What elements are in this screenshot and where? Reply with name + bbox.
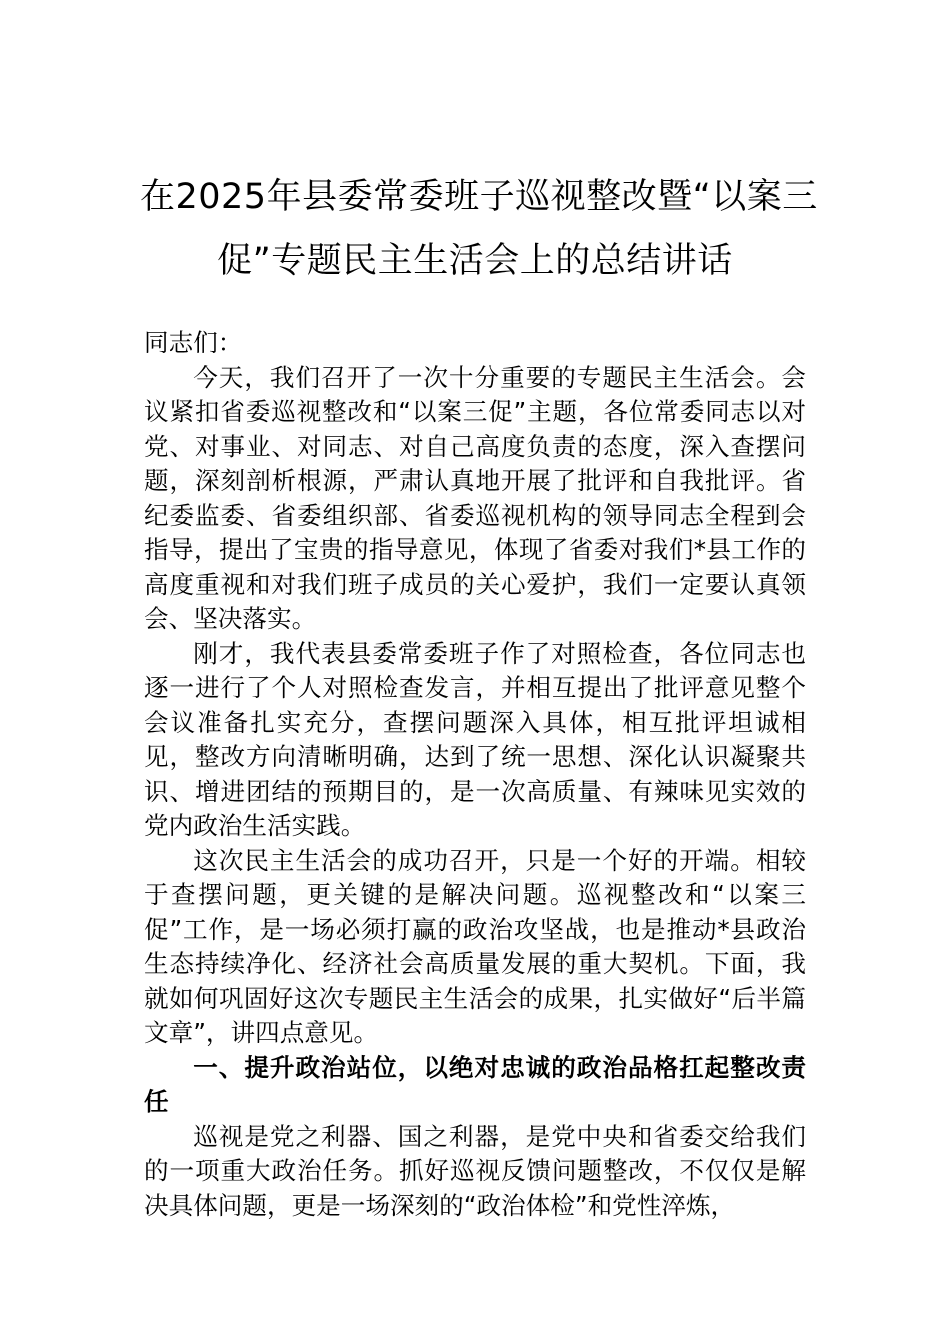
- paragraph-section-1: 巡视是党之利器、国之利器，是党中央和省委交给我们的一项重大政治任务。抓好巡视反馈问题整改，不仅仅是解决具体问题，更是一场深刻的“政治体检”和党性淬炼，: [144, 1121, 806, 1220]
- title-line-1: 在2025年县委常委班子巡视整改暨“以案三: [140, 177, 818, 217]
- section-heading-1: 一、提升政治站位，以绝对忠诚的政治品格扛起整改责任: [144, 1052, 806, 1116]
- salutation: 同志们：: [144, 328, 243, 357]
- document-body: [144, 326, 806, 1223]
- document-title: [140, 165, 818, 293]
- paragraph-review: 刚才，我代表县委常委班子作了对照检查，各位同志也逐一进行了个人对照检查发言，并相互提出了批评意见整个会议准备扎实充分，查摆问题深入具体，相互批评坦诚相见，整改方向清晰明确，达到了统一思想、深化认识凝聚共识、增进团结的预期目的，是一次高质量、有辣味见实效的党内政治生活实践。: [144, 638, 806, 840]
- title-line-2: 促”专题民主生活会上的总结讲话: [217, 241, 733, 281]
- paragraph-opening: 今天，我们召开了一次十分重要的专题民主生活会。会议紧扣省委巡视整改和“以案三促”主题，各位常委同志以对党、对事业、对同志、对自己高度负责的态度，深入查摆问题，深刻剖析根源，严肃认真地开展了批评和自我批评。省纪委监委、省委组织部、省委巡视机构的领导同志全程到会指导，提出了宝贵的指导意见，体现了省委对我们*县工作的高度重视和对我们班子成员的关心爱护，我们一定要认真领会、坚决落实。: [144, 362, 806, 633]
- paragraph-transition: 这次民主生活会的成功召开，只是一个好的开端。相较于查摆问题，更关键的是解决问题。巡视整改和“以案三促”工作，是一场必须打赢的政治攻坚战，也是推动*县政治生态持续净化、经济社会高质量发展的重大契机。下面，我就如何巩固好这次专题民主生活会的成果，扎实做好“后半篇文章”，讲四点意见。: [144, 845, 806, 1047]
